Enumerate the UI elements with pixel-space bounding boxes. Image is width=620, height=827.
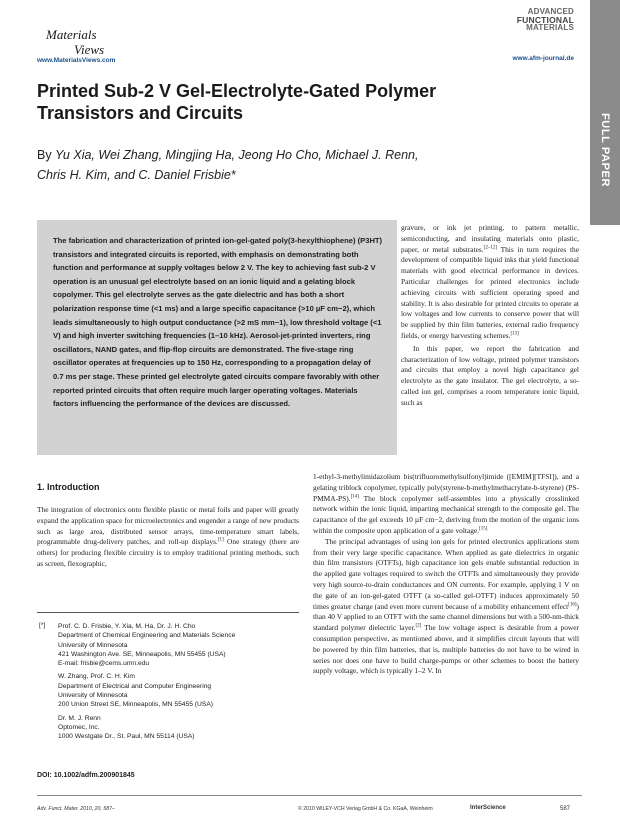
- footer-divider: [37, 795, 582, 796]
- citation-14[interactable]: [14]: [350, 494, 359, 500]
- afm-logo-line-3: MATERIALS: [526, 23, 574, 32]
- affiliation-line: Prof. C. D. Frisbie, Y. Xia, M. Ha, Dr. J. H. Cho: [58, 623, 196, 630]
- abstract-text: The fabrication and characterization of printed ion-gel-gated poly(3-hexylthiophene) (P3HT) transistors and integrated circuits is reported, with emphasis on demonstrating both function and performance at supply voltages below 2 V. The key to achieving fast sub-2 V operation is an unusual gel electrolyte based on an ionic liquid and a gelating block copolymer. This gel electrolyte serves as the gate dielectric and has both a short polarization response time (<1 ms) and a large specific capacitance (>10 µF cm−2), which leads simultaneously to high output conductance (>2 mS mm−1), low threshold voltage (<1 V) and high inverter switching frequencies (1–10 kHz). Aerosol-jet-printed inverters, ring oscillators, NAND gates, and flip-flop circuits are demonstrated. The five-stage ring oscillator operates at frequencies up to 150 Hz, corresponding to a propagation delay of 0.7 ms per stage. These printed gel electrolyte gated circuits compare favorably with other reported printed circuits that often require much larger operating voltages. Materials factors influencing the performance of the devices are discussed.: [53, 236, 383, 409]
- right-paragraph-1: gravure, or ink jet printing, to pattern metallic, semiconducting, and insulating materials onto plastic, paper, or metal substrates.[2–12] This in turn requires the development of compatible liquid inks that yield functional materials with good electrical performance in devices. Particular challenges for printed electronics include achieving circuits with sufficient operating speed and stability. It is also desirable for printed circuits to operate at low voltages and low currents to conserve power that will be supplied by thin film batteries, external radio frequency fields, or energy harvesting schemes.[13]: [401, 223, 580, 340]
- logo-bottom-word: Views: [74, 42, 105, 57]
- footer-copyright: © 2010 WILEY-VCH Verlag GmbH & Co. KGaA, Weinheim: [298, 806, 433, 812]
- title-line-1: Printed Sub-2 V Gel-Electrolyte-Gated Polymer: [37, 81, 437, 101]
- affiliation-line: University of Minnesota: [58, 692, 128, 700]
- citation-2-12[interactable]: [2–12]: [483, 245, 497, 251]
- affiliation-line: 200 Union Street SE, Minneapolis, MN 55455 (USA): [58, 701, 214, 709]
- affiliation-marker: [*]: [39, 622, 46, 629]
- citation-1[interactable]: [1]: [217, 537, 224, 543]
- abstract-box: [37, 220, 397, 455]
- right-paragraph-2: In this paper, we report the fabrication and characterization of low voltage, printed polymer transistors and circuits that employ a novel high capacitance gel electrolyte as the gate insulator. The gel electrolyte, a so-called ion gel, comprises a room temperature ionic liquid, such as: [401, 343, 579, 407]
- affiliation-line: Department of Electrical and Computer Engineering: [58, 682, 212, 690]
- right-column-text: [401, 223, 579, 409]
- affiliation-line: Dr. M. J. Renn: [58, 714, 101, 722]
- afm-logo-line-2: FUNCTIONAL: [516, 15, 574, 25]
- affiliation-line[interactable]: E-mail: frisbie@cems.umn.edu: [58, 660, 150, 668]
- author-list: [37, 145, 507, 185]
- afm-logo-line-1: ADVANCED: [527, 7, 574, 16]
- wide-column-text: [313, 472, 579, 677]
- afm-journal-url[interactable]: www.afm-journal.de: [512, 55, 574, 62]
- wide-paragraph-1: 1-ethyl-3-methylimidazolium bis(trifluoromethylsulfonyl)imide ([EMIM][TFSI]), and a gelating triblock copolymer, typically poly(styrene-b-methylmethacrylate-b-styrene) (PS-PMMA-PS).[14] The block copolymer self-assembles into a physically crosslinked network within the ionic liquid, imparting mechanical strength to the composite gel. The capacitance of the gel exceeds 10 µF cm−2, deriving from the motion of the organic ions within the composite upon application of a gate voltage.[15]: [313, 472, 579, 535]
- side-tab-label: FULL PAPER: [599, 112, 611, 188]
- materials-views-logo: [44, 26, 134, 60]
- citation-16[interactable]: [16]: [568, 602, 577, 608]
- materials-views-url[interactable]: www.MaterialsViews.com: [37, 57, 116, 64]
- full-paper-side-tab: [590, 0, 620, 225]
- doi-line[interactable]: DOI: 10.1002/adfm.200901845: [37, 772, 135, 779]
- affiliations-box: [37, 612, 299, 763]
- authors-line-1: Yu Xia, Wei Zhang, Mingjing Ha, Jeong Ho Cho, Michael J. Renn,: [55, 148, 419, 162]
- affiliation-line: Optomec, Inc.: [58, 723, 100, 731]
- affiliation-line: 1000 Westgate Dr., St. Paul, MN 55114 (USA): [58, 733, 195, 741]
- authors-prefix: By: [37, 148, 56, 162]
- logo-top-word: Materials: [46, 27, 97, 42]
- footer-publisher-logo: InterScience: [470, 805, 506, 811]
- affiliation-line: W. Zhang, Prof. C. H. Kim: [58, 673, 135, 681]
- affiliation-line: Department of Chemical Engineering and Materials Science: [58, 632, 236, 640]
- citation-15[interactable]: [15]: [479, 526, 488, 532]
- footer-page-number: 587: [560, 806, 571, 812]
- footer-journal-citation: Adv. Funct. Mater. 2010, 20, 587–: [37, 806, 115, 812]
- wide-paragraph-2: The principal advantages of using ion gels for printed electronics applications stem from their very large specific capacitance. When applied as gate dielectrics in organic thin film transistors (OTFTs), high capacitance ion gels enable substantial reduction in the applied gate voltages required to switch the OTFTs and simultaneously they provide very high source-to-drain conductances and ON currents. For example, applying 1 V on the gate of an ion-gel-gated OTFT (a so-called gel-OTFT) induces approximately 50 times greater charge (and even more current because of a mobility enhancement effect[16]) than 40 V applied to an OTFT with the same channel dimensions but with a 500-nm-thick standard polymer dielectric layer.[2] The low voltage aspect is desirable from a power consumption perspective, as mentioned above, and it simplifies circuit layouts that will be powered by thin film batteries, that is, multiple batteries do not have to be wired in series nor does one have to build charge-pumps or other schemes to boost the battery supply voltage, which is typically 1–2 V. In: [313, 536, 579, 676]
- citation-13[interactable]: [13]: [510, 331, 519, 337]
- article-title: [37, 80, 517, 124]
- introduction-heading: 1. Introduction: [37, 482, 100, 492]
- affiliation-lines: [58, 622, 235, 742]
- affiliation-line: University of Minnesota: [58, 641, 128, 649]
- affiliation-line: 421 Washington Ave. SE, Minneapolis, MN 55455 (USA): [58, 650, 226, 658]
- introduction-text: The integration of electronics onto flexible plastic or metal foils and paper will greatly expand the application space for microelectronics and engender a range of new products such as large area, distributed sensor arrays, time-temperature smart labels, programmable drug-delivery patches, and roll-up displays.[1] One strategy (there are others) for producing flexible circuitry is to employ traditional printing methods, such as screen, flexographic,: [37, 505, 299, 568]
- authors-line-2: Chris H. Kim, and C. Daniel Frisbie*: [37, 168, 236, 182]
- title-line-2: Transistors and Circuits: [37, 103, 244, 123]
- citation-2[interactable]: [2]: [415, 623, 422, 629]
- afm-journal-logo: [496, 8, 574, 32]
